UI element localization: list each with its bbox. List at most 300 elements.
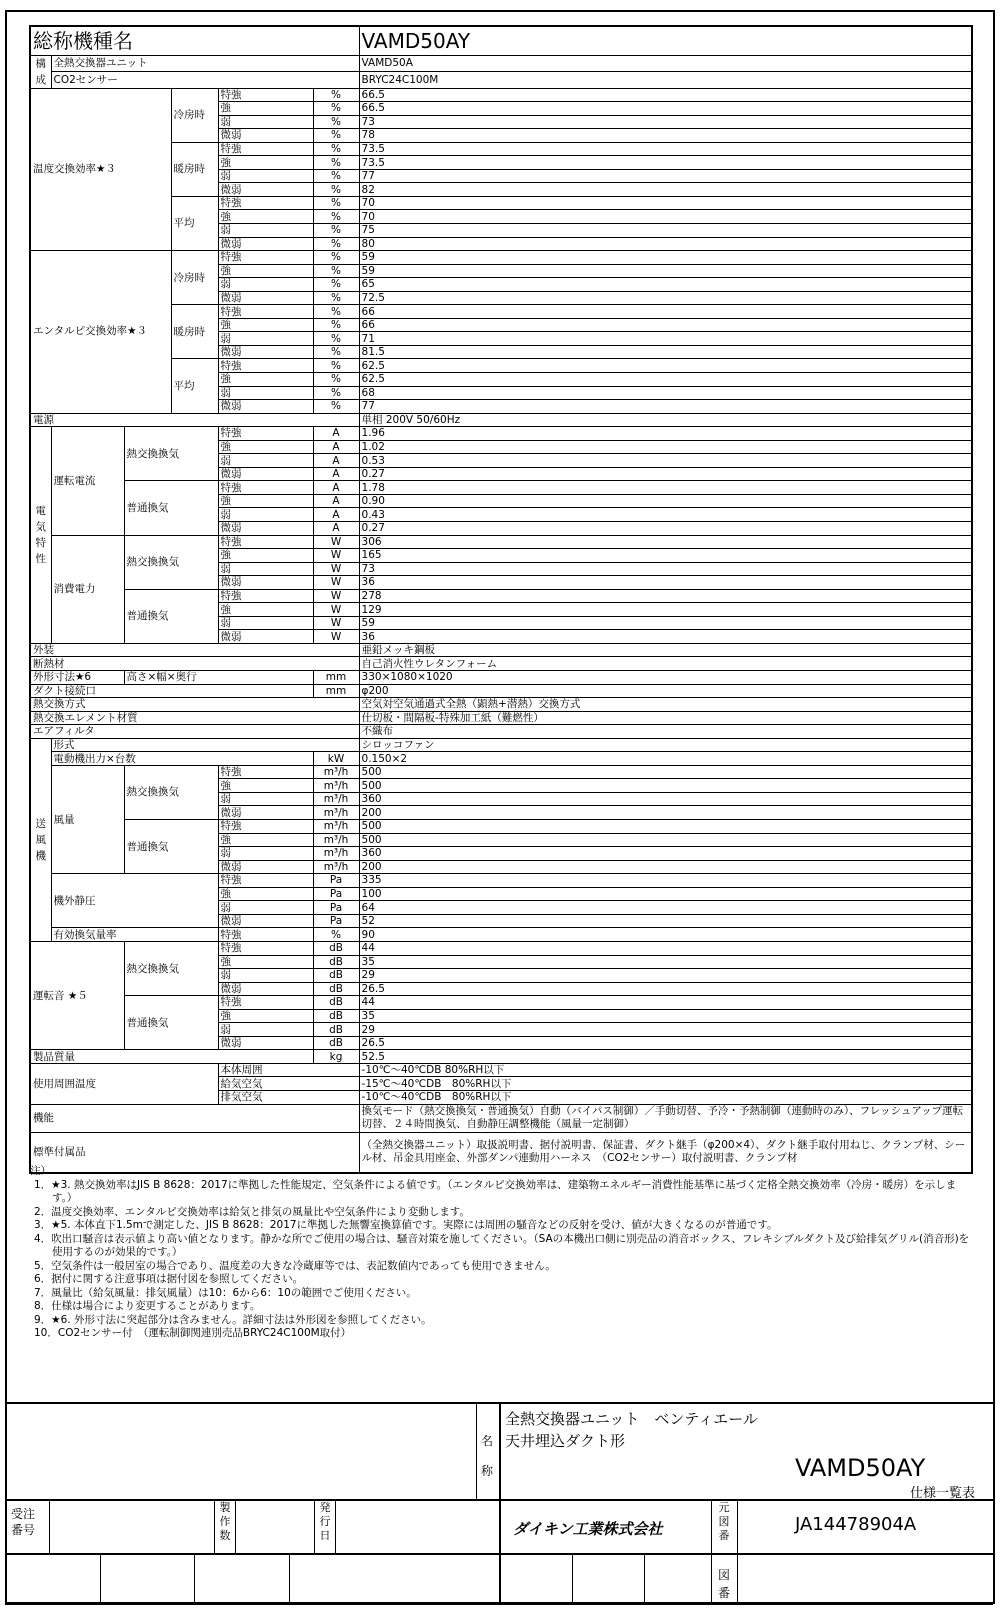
ambient-label: 使用周囲温度 (30, 1063, 218, 1104)
spec-row (30, 765, 972, 779)
spec-row (30, 142, 972, 156)
dimensions-value: 330×1080×1020 (359, 671, 972, 685)
component-model: BRYC24C100M (359, 72, 972, 89)
level-label: 弱 (218, 223, 313, 237)
level-label: 強 (218, 603, 313, 617)
unit: W (313, 549, 359, 563)
power-supply-label: 電源 (30, 413, 359, 427)
level-label: 強 (218, 318, 313, 332)
value: 81.5 (359, 345, 972, 359)
unit: % (313, 88, 359, 102)
spec-row (30, 996, 972, 1010)
level-label: 特強 (218, 359, 313, 373)
unit: m³/h (313, 765, 359, 779)
level-label: 特強 (218, 481, 313, 495)
electrical-sub-label: 消費電力 (51, 535, 124, 643)
drawing-label: 図番 (717, 1568, 730, 1600)
level-label: 微弱 (218, 237, 313, 251)
value: 360 (359, 847, 972, 861)
issue-date-label: 発行日 (319, 1501, 331, 1542)
level-label: 微弱 (218, 467, 313, 481)
mode-label: 普通換気 (124, 481, 218, 535)
value: 0.43 (359, 508, 972, 522)
spec-row (30, 874, 972, 888)
level-label: 強 (218, 440, 313, 454)
filter-value: 不織布 (359, 725, 972, 739)
level-label: 微弱 (218, 860, 313, 874)
value: 59 (359, 264, 972, 278)
note-item: 4．吹出口騒音は表示値より高い値となります。静かな所でご使用の場合は、騒音対策を施してください。（SAの本機出口側に別売品の消音ボックス、フレキシブルダクト及び給排気グリル(消音形)を使用するのが効果的です。） (34, 1232, 970, 1258)
value: 1.78 (359, 481, 972, 495)
hx_element-value: 仕切板・間隔板-特殊加工紙（難燃性） (359, 711, 972, 725)
level-label: 微弱 (218, 183, 313, 197)
value: 35 (359, 955, 972, 969)
mode-label: 熱交換換気 (124, 427, 218, 481)
level-label: 強 (218, 887, 313, 901)
unit: % (313, 305, 359, 319)
value: 0.27 (359, 467, 972, 481)
value: 29 (359, 969, 972, 983)
value: 52 (359, 914, 972, 928)
value: 0.90 (359, 494, 972, 508)
unit: W (313, 589, 359, 603)
spec-row (30, 72, 972, 89)
unit: A (313, 522, 359, 536)
value: 62.5 (359, 359, 972, 373)
level-label: 微弱 (218, 522, 313, 536)
unit: % (313, 156, 359, 170)
unit: Pa (313, 914, 359, 928)
note-item: 3．★5. 本体直下1.5mで測定した、JIS B 8628：2017に準拠した無響室換算値です。実際には周囲の騒音などの反射を受け、値が大きくなるのが普通です。 (34, 1219, 778, 1231)
ambient-sub-label: 給気空気 (218, 1077, 359, 1091)
fan-type-label: 形式 (51, 738, 359, 752)
spec-row (30, 725, 972, 739)
value: 0.53 (359, 454, 972, 468)
component-name: CO2センサー (51, 72, 359, 89)
unit: W (313, 535, 359, 549)
level-label: 弱 (218, 969, 313, 983)
mode-label: 暖房時 (171, 305, 218, 359)
level-label: 微弱 (218, 576, 313, 590)
notes-heading: 注） (30, 1165, 51, 1177)
mode-label: 熱交換換気 (124, 535, 218, 589)
ambient-value: -10℃～40℃DB 80%RH以下 (359, 1090, 972, 1104)
unit: % (313, 129, 359, 143)
ambient-sub-label: 本体周囲 (218, 1063, 359, 1077)
spec-table (29, 25, 973, 1174)
level-label: 微弱 (218, 914, 313, 928)
level-label: 強 (218, 102, 313, 116)
unit: % (313, 291, 359, 305)
unit: dB (313, 1036, 359, 1050)
electrical-label: 電気特性 (30, 427, 51, 644)
mode-label: 普通換気 (124, 996, 218, 1050)
spec-row (30, 928, 972, 942)
level-label: 弱 (218, 508, 313, 522)
level-label: 微弱 (218, 630, 313, 644)
value: 64 (359, 901, 972, 915)
level-label: 特強 (218, 928, 313, 942)
electrical-sub-label: 運転電流 (51, 427, 124, 535)
unit: kg (313, 1050, 359, 1064)
value: 26.5 (359, 1036, 972, 1050)
unit: A (313, 427, 359, 441)
unit: dB (313, 996, 359, 1010)
spec-row (30, 738, 972, 752)
level-label: 弱 (218, 792, 313, 806)
unit: % (313, 359, 359, 373)
value: 62.5 (359, 372, 972, 386)
level-label: 特強 (218, 251, 313, 265)
value: 77 (359, 400, 972, 414)
mode-label: 冷房時 (171, 251, 218, 305)
spec-row (30, 88, 972, 102)
value: 360 (359, 792, 972, 806)
level-label: 弱 (218, 115, 313, 129)
value: 500 (359, 765, 972, 779)
title-block (5, 1402, 995, 1604)
airflow-label: 風量 (51, 765, 124, 873)
unit: % (313, 169, 359, 183)
value: 78 (359, 129, 972, 143)
value: 29 (359, 1023, 972, 1037)
spec-row (30, 941, 972, 955)
unit: % (313, 115, 359, 129)
product-name-line1: 全熱交換器ユニット ベンティエール (505, 1410, 758, 1428)
unit: mm (313, 684, 359, 698)
unit: W (313, 576, 359, 590)
unit: m³/h (313, 820, 359, 834)
value: 77 (359, 169, 972, 183)
note-item: 1．★3. 熱交換効率はJIS B 8628：2017に準拠した性能規定、空気条件による値です。（エンタルピ交換効率は、建築物エネルギー消費性能基準に基づく定格全熱交換効率（冷房・暖房）を示します。） (34, 1178, 957, 1204)
level-label: 微弱 (218, 400, 313, 414)
unit: A (313, 467, 359, 481)
note-item: 5．空気条件は一般居室の場合であり、温度差の大きな冷蔵庫等では、表記数値内であっても使用できません。 (34, 1259, 556, 1272)
component-name: 全熱交換器ユニット (51, 55, 359, 72)
orig-drawing-label: 元図番 (718, 1501, 730, 1542)
duct-label: ダクト接続口 (30, 684, 313, 698)
mode-label: 冷房時 (171, 88, 218, 142)
value: 306 (359, 535, 972, 549)
unit: m³/h (313, 833, 359, 847)
unit: % (313, 332, 359, 346)
fan-label: 送風機 (30, 738, 51, 941)
value: 44 (359, 941, 972, 955)
ambient-value: -15℃～40℃DB 80%RH以下 (359, 1077, 972, 1091)
unit: Pa (313, 887, 359, 901)
value: 73 (359, 562, 972, 576)
unit: m³/h (313, 779, 359, 793)
note-item: 7．風量比（給気風量：排気風量）は10：6から6：10の範囲でご使用ください。 (34, 1286, 417, 1299)
spec-row (30, 752, 972, 766)
note-item: 9．★6. 外形寸法に突起部分は含みません。詳細寸法は外形図を参照してください。 (34, 1313, 432, 1326)
unit: m³/h (313, 806, 359, 820)
unit: dB (313, 941, 359, 955)
value: 200 (359, 806, 972, 820)
unit: dB (313, 982, 359, 996)
note-item: 2．温度交換効率、エンタルピ交換効率は給気と排気の風量比や空気条件により変動します。 (34, 1205, 470, 1218)
level-label: 弱 (218, 332, 313, 346)
unit: % (313, 928, 359, 942)
level-label: 微弱 (218, 129, 313, 143)
value: 59 (359, 616, 972, 630)
level-label: 強 (218, 156, 313, 170)
unit: % (313, 400, 359, 414)
spec-row (30, 196, 972, 210)
order-no-label: 受注番号 (11, 1507, 36, 1537)
spec-row (30, 589, 972, 603)
unit: % (313, 345, 359, 359)
value: 80 (359, 237, 972, 251)
value: 200 (359, 860, 972, 874)
ambient-value: -10℃～40℃DB 80%RH以下 (359, 1063, 972, 1077)
spec-row (30, 535, 972, 549)
composition-label: 構成 (30, 55, 51, 88)
value: 73 (359, 115, 972, 129)
unit: W (313, 630, 359, 644)
qty-label: 製作数 (219, 1501, 231, 1542)
value: 129 (359, 603, 972, 617)
spec-row (30, 481, 972, 495)
level-label: 特強 (218, 305, 313, 319)
unit: m³/h (313, 792, 359, 806)
value: 73.5 (359, 142, 972, 156)
level-label: 特強 (218, 589, 313, 603)
unit: % (313, 142, 359, 156)
level-label: 特強 (218, 996, 313, 1010)
orig-drawing-number: JA14478904A (795, 1514, 917, 1535)
spec-row (30, 671, 972, 685)
value: 65 (359, 278, 972, 292)
level-label: 特強 (218, 535, 313, 549)
level-label: 特強 (218, 196, 313, 210)
unit: m³/h (313, 860, 359, 874)
noise-label: 運転音 ★５ (30, 941, 124, 1049)
level-label: 強 (218, 955, 313, 969)
hx_method-label: 熱交換方式 (30, 698, 359, 712)
dimensions-label: 外形寸法★6 (30, 671, 124, 685)
value: 66.5 (359, 88, 972, 102)
level-label: 強 (218, 494, 313, 508)
level-label: 弱 (218, 454, 313, 468)
level-label: 微弱 (218, 806, 313, 820)
level-label: 強 (218, 1009, 313, 1023)
unit: Pa (313, 901, 359, 915)
mode-label: 熱交換換気 (124, 941, 218, 995)
level-label: 微弱 (218, 345, 313, 359)
power-supply-value: 単相 200V 50/60Hz (359, 413, 972, 427)
effective-ventilation-label: 有効換気量率 (51, 928, 218, 942)
spec-row (30, 413, 972, 427)
accessories-label: 標準付属品 (30, 1132, 359, 1173)
spec-row (30, 643, 972, 657)
unit: % (313, 386, 359, 400)
level-label: 弱 (218, 616, 313, 630)
value: 36 (359, 630, 972, 644)
notes (30, 1165, 975, 1341)
spec-row (30, 251, 972, 265)
spec-row (30, 427, 972, 441)
value: 66.5 (359, 102, 972, 116)
mode-label: 普通換気 (124, 820, 218, 874)
spec-row (30, 1104, 972, 1132)
mode-label: 平均 (171, 196, 218, 250)
value: 90 (359, 928, 972, 942)
value: 66 (359, 305, 972, 319)
level-label: 特強 (218, 142, 313, 156)
level-label: 弱 (218, 1023, 313, 1037)
level-label: 強 (218, 210, 313, 224)
weight-label: 製品質量 (30, 1050, 313, 1064)
level-label: 特強 (218, 874, 313, 888)
value: 71 (359, 332, 972, 346)
value: 35 (359, 1009, 972, 1023)
value: 68 (359, 386, 972, 400)
unit: W (313, 562, 359, 576)
accessories-value: （全熱交換器ユニット）取扱説明書、据付説明書、保証書、ダクト継手（φ200×4）、ダクト継手取付用ねじ、クランプ材、シール材、吊金具用座金、外部ダンパ連動用ハーネス （CO2センサー）取付説明書、クランプ材 (359, 1132, 972, 1173)
fan-type-value: シロッコファン (359, 738, 972, 752)
level-label: 特強 (218, 820, 313, 834)
unit: Pa (313, 874, 359, 888)
value: 1.96 (359, 427, 972, 441)
unit: % (313, 102, 359, 116)
unit: A (313, 454, 359, 468)
insulation-value: 自己消火性ウレタンフォーム (359, 657, 972, 671)
note-item: 8．仕様は場合により変更することがあります。 (34, 1300, 261, 1312)
note-item: 10．CO2センサー付 （運転制御関連別売品BRYC24C100M取付） (34, 1327, 352, 1339)
unit: kW (313, 752, 359, 766)
value: 36 (359, 576, 972, 590)
unit: A (313, 494, 359, 508)
unit: W (313, 616, 359, 630)
unit: % (313, 264, 359, 278)
value: 165 (359, 549, 972, 563)
duct-value: φ200 (359, 684, 972, 698)
name-label: 名称 (480, 1434, 493, 1478)
static-pressure-label: 機外静圧 (51, 874, 218, 928)
level-label: 弱 (218, 278, 313, 292)
motor-value: 0.150×2 (359, 752, 972, 766)
level-label: 弱 (218, 386, 313, 400)
level-label: 弱 (218, 901, 313, 915)
unit: dB (313, 969, 359, 983)
unit: % (313, 183, 359, 197)
level-label: 特強 (218, 88, 313, 102)
spec-row (30, 359, 972, 373)
value: 70 (359, 196, 972, 210)
document-type: 仕様一覧表 (910, 1486, 976, 1501)
level-label: 強 (218, 833, 313, 847)
dimensions-sub: 高さ×幅×奥行 (124, 671, 313, 685)
value: 26.5 (359, 982, 972, 996)
mode-label: 平均 (171, 359, 218, 413)
unit: W (313, 603, 359, 617)
value: 500 (359, 833, 972, 847)
value: 72.5 (359, 291, 972, 305)
unit: % (313, 196, 359, 210)
model-name-label: 総称機種名 (30, 26, 359, 55)
mode-label: 熱交換換気 (124, 765, 218, 819)
spec-row (30, 711, 972, 725)
unit: % (313, 278, 359, 292)
spec-row (30, 55, 972, 72)
unit: A (313, 481, 359, 495)
level-label: 微弱 (218, 291, 313, 305)
note-item: 6．据付に関する注意事項は据付図を参照してください。 (34, 1273, 304, 1285)
casing-label: 外装 (30, 643, 359, 657)
functions-label: 機能 (30, 1104, 359, 1132)
level-label: 強 (218, 549, 313, 563)
mode-label: 普通換気 (124, 589, 218, 643)
value: 59 (359, 251, 972, 265)
value: 1.02 (359, 440, 972, 454)
unit: % (313, 372, 359, 386)
functions-value: 換気モード（熱交換換気・普通換気）自動（バイパス制御）／手動切替、予冷・予熱制御（連動時のみ）、フレッシュアップ運転切替、２４時間換気、自動静圧調整機能（風量一定制御） (359, 1104, 972, 1132)
spec-row (30, 684, 972, 698)
unit: dB (313, 1023, 359, 1037)
unit: % (313, 318, 359, 332)
enthalpy_eff-label: エンタルピ交換効率★３ (30, 251, 171, 414)
spec-row (30, 1050, 972, 1064)
company-logo: ダイキン工業株式会社 (513, 1520, 663, 1538)
unit: A (313, 440, 359, 454)
value: 70 (359, 210, 972, 224)
level-label: 強 (218, 779, 313, 793)
insulation-label: 断熱材 (30, 657, 359, 671)
spec-row (30, 26, 972, 55)
model-name-value: VAMD50AY (359, 26, 972, 55)
unit: A (313, 508, 359, 522)
unit: % (313, 251, 359, 265)
value: 335 (359, 874, 972, 888)
motor-label: 電動機出力×台数 (51, 752, 313, 766)
unit: % (313, 210, 359, 224)
spec-row (30, 820, 972, 834)
value: 66 (359, 318, 972, 332)
unit: % (313, 237, 359, 251)
unit: dB (313, 1009, 359, 1023)
ambient-sub-label: 排気空気 (218, 1090, 359, 1104)
mode-label: 暖房時 (171, 142, 218, 196)
level-label: 特強 (218, 765, 313, 779)
value: 0.27 (359, 522, 972, 536)
level-label: 微弱 (218, 982, 313, 996)
level-label: 弱 (218, 562, 313, 576)
level-label: 強 (218, 264, 313, 278)
value: 44 (359, 996, 972, 1010)
unit: mm (313, 671, 359, 685)
value: 75 (359, 223, 972, 237)
component-model: VAMD50A (359, 55, 972, 72)
level-label: 弱 (218, 847, 313, 861)
level-label: 微弱 (218, 1036, 313, 1050)
product-model: VAMD50AY (795, 1454, 926, 1482)
level-label: 特強 (218, 427, 313, 441)
unit: dB (313, 955, 359, 969)
hx_element-label: 熱交換エレメント材質 (30, 711, 359, 725)
value: 73.5 (359, 156, 972, 170)
spec-row (30, 657, 972, 671)
value: 500 (359, 779, 972, 793)
level-label: 弱 (218, 169, 313, 183)
temp_eff-label: 温度交換効率★３ (30, 88, 171, 251)
level-label: 強 (218, 372, 313, 386)
hx_method-value: 空気対空気通過式全熱（顕熱+潜熱）交換方式 (359, 698, 972, 712)
value: 82 (359, 183, 972, 197)
unit: m³/h (313, 847, 359, 861)
value: 100 (359, 887, 972, 901)
product-name-line2: 天井埋込ダクト形 (505, 1432, 626, 1450)
